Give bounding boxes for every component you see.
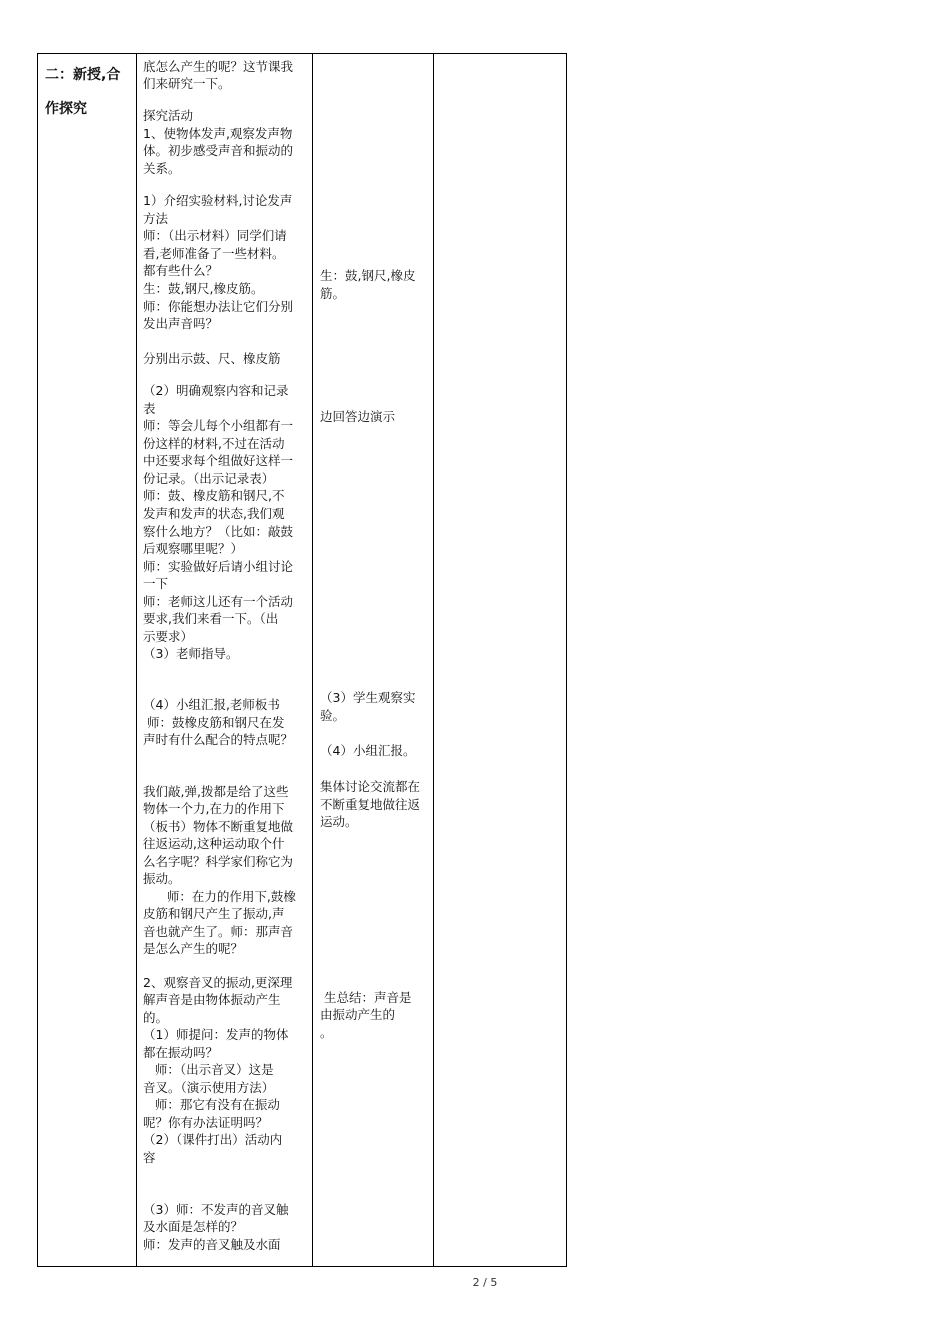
text-line: 及水面是怎样的？ <box>143 1219 244 1234</box>
text-line: 解声音是由物体振动产生 <box>143 992 281 1007</box>
notes-column <box>434 54 566 1266</box>
text-line: （板书）物体不断重复地做 <box>143 819 294 834</box>
text-line: 表 <box>143 401 156 416</box>
text-line: 们来研究一下。 <box>143 76 231 91</box>
text-line: 份这样的材料,不过在活动 <box>143 436 285 451</box>
text-line: 师：等会儿每个小组都有一 <box>143 418 294 433</box>
text-line: （4）小组汇报。 <box>320 743 416 758</box>
text-line: 发出声音吗？ <box>143 316 219 331</box>
text-line: 示要求） <box>143 629 194 644</box>
teacher-activity-column <box>137 54 312 1266</box>
text-line: 一下 <box>143 576 169 591</box>
text-line: 我们敲,弹,拨都是给了这些 <box>143 784 289 799</box>
text-line: 生：鼓,钢尺,橡皮筋。 <box>143 281 264 296</box>
text-line: 不断重复地做往返 <box>320 797 421 812</box>
text-line: 都在振动吗？ <box>143 1045 219 1060</box>
text-line: 师：鼓、橡皮筋和钢尺,不 <box>143 488 285 503</box>
text-line: 后观察哪里呢？） <box>143 541 244 556</box>
text-line: 筋。 <box>320 286 346 301</box>
text-line: 皮筋和钢尺产生了振动,声 <box>143 906 285 921</box>
text-line: 发声和发声的状态,我们观 <box>143 506 285 521</box>
text-line: 方法 <box>143 211 169 226</box>
text-line: （3）老师指导。 <box>143 646 239 661</box>
text-line: 体。初步感受声音和振动的 <box>143 143 294 158</box>
text-line: 运动。 <box>320 814 358 829</box>
text-line: 音叉。（演示使用方法） <box>143 1080 275 1095</box>
text-line: （3）学生观察实 <box>320 690 416 705</box>
text-line: 呢？你有办法证明吗？ <box>143 1115 269 1130</box>
text-line: 师：发声的音叉触及水面 <box>143 1237 281 1252</box>
text-line: 边回答边演示 <box>320 409 396 424</box>
page-number: 2 / 5 <box>472 1276 498 1289</box>
text-line: （1）师提问：发声的物体 <box>143 1027 289 1042</box>
text-line: 1、使物体发声,观察发声物 <box>143 126 293 141</box>
text-line: 音也就产生了。师：那声音 <box>143 924 294 939</box>
text-line: 察什么地方？（比如：敲鼓 <box>143 524 294 539</box>
text-line: 中还要求每个组做好这样一 <box>143 453 294 468</box>
text-line: 探究活动 <box>143 108 194 123</box>
text-line: 都有些什么？ <box>143 263 219 278</box>
text-line: （2）明确观察内容和记录 <box>143 383 289 398</box>
text-line: 关系。 <box>143 161 181 176</box>
text-line: 。 <box>320 1025 333 1040</box>
text-line: 看,老师准备了一些材料。 <box>143 246 285 261</box>
text-line: 师：那它有没有在振动 <box>143 1097 280 1112</box>
text-line: 么名字呢？科学家们称它为 <box>143 854 294 869</box>
text-line: 往返运动,这种运动取个什 <box>143 836 285 851</box>
stage-heading-line1: 二：新授,合 <box>45 67 121 83</box>
text-line: 师：在力的作用下,鼓橡 <box>143 889 296 904</box>
text-line: 师：鼓橡皮筋和钢尺在发 <box>143 715 285 730</box>
text-line: 容 <box>143 1150 156 1165</box>
stage-heading-line2: 作探究 <box>45 101 87 117</box>
text-line: 的。 <box>143 1010 169 1025</box>
text-line: 由振动产生的 <box>320 1007 396 1022</box>
text-line: （4）小组汇报,老师板书 <box>143 697 280 712</box>
student-activity-column <box>313 54 433 1266</box>
text-line: （3）师：不发声的音叉触 <box>143 1202 289 1217</box>
text-line: 师：老师这儿还有一个活动 <box>143 594 294 609</box>
text-line: 2、观察音叉的振动,更深理 <box>143 975 293 990</box>
lesson-table <box>37 53 567 1267</box>
text-line: 要求,我们来看一下。（出 <box>143 611 279 626</box>
text-line: 生：鼓,钢尺,橡皮 <box>320 268 416 283</box>
text-line: 生总结：声音是 <box>320 990 412 1005</box>
text-line: 份记录。（出示记录表） <box>143 471 275 486</box>
text-line: 师：你能想办法让它们分别 <box>143 299 294 314</box>
text-line: 是怎么产生的呢？ <box>143 941 244 956</box>
text-line: 分别出示鼓、尺、橡皮筋 <box>143 351 281 366</box>
text-line: 底怎么产生的呢？这节课我 <box>143 59 294 74</box>
text-line: （2）（课件打出）活动内 <box>143 1132 283 1147</box>
text-line: 声时有什么配合的特点呢？ <box>143 732 294 747</box>
text-line: 物体一个力,在力的作用下 <box>143 801 285 816</box>
text-line: 振动。 <box>143 871 181 886</box>
text-line: 师：（出示音叉）这是 <box>143 1062 274 1077</box>
text-line: 集体讨论交流都在 <box>320 779 421 794</box>
text-line: 师：（出示材料）同学们请 <box>143 228 287 243</box>
text-line: 师：实验做好后请小组讨论 <box>143 559 294 574</box>
text-line: 验。 <box>320 708 346 723</box>
text-line: 1）介绍实验材料,讨论发声 <box>143 193 293 208</box>
stage-column <box>38 54 136 1266</box>
